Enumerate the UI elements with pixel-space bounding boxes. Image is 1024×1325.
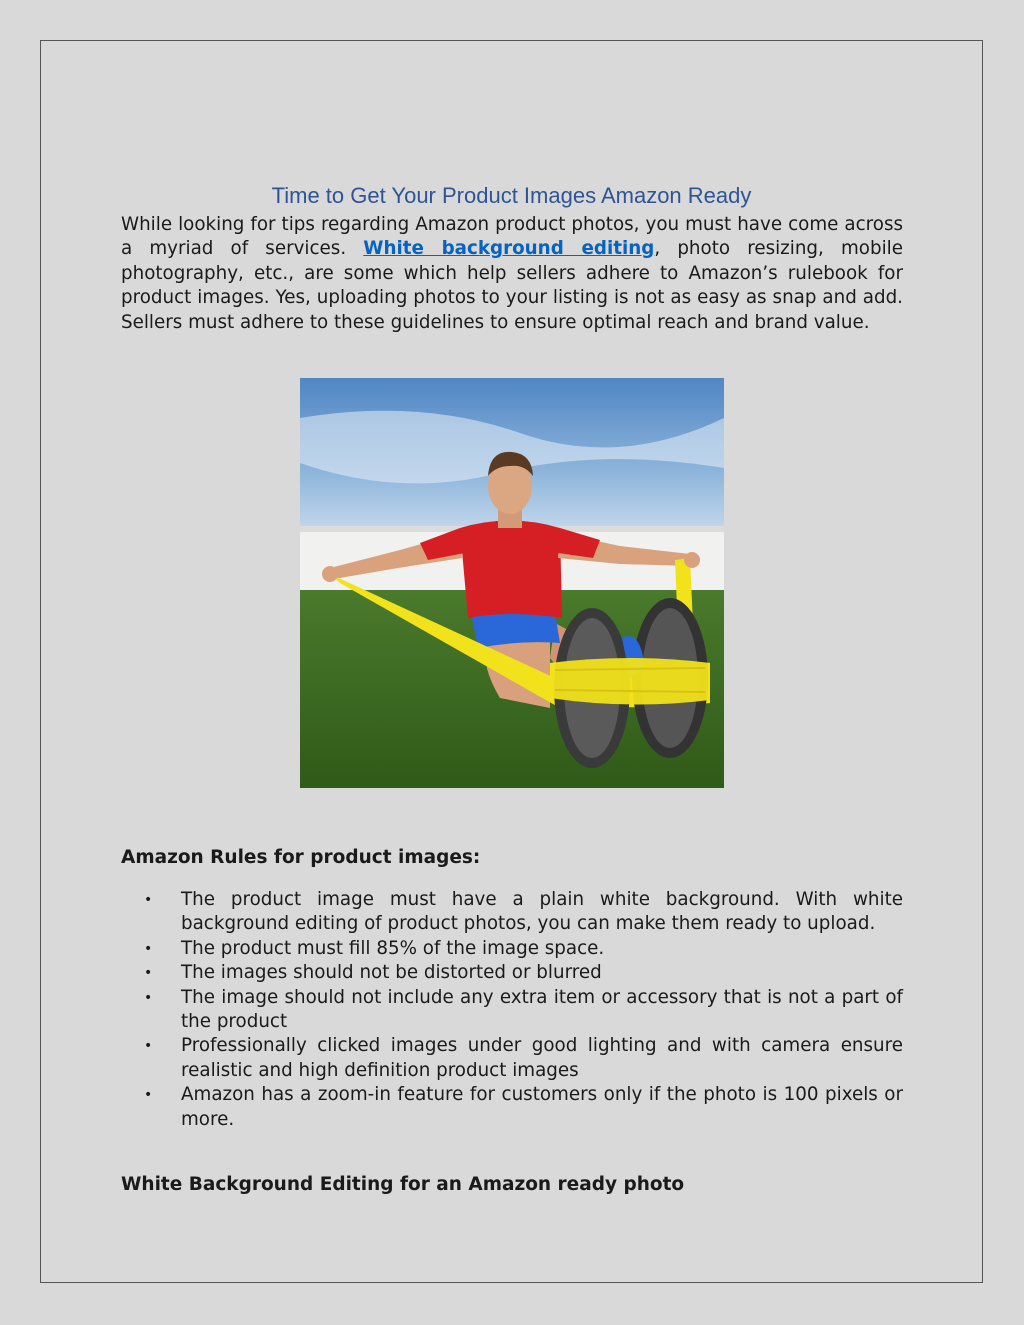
list-item-text: The image should not include any extra item or accessory that is not a part of the product <box>181 986 903 1033</box>
list-item-text: Professionally clicked images under good lighting and with camera ensure realistic and high definition product images <box>181 1035 903 1081</box>
list-item <box>121 1083 903 1132</box>
intro-text-end: , photo resizing, mobile photography, etc., are some which help sellers adhere to Amazon’s rulebook for product images. Yes, uploading photos to your listing is not as easy as snap and add. Sellers must adhere to these guidelines to ensure optimal reach and brand value. <box>121 238 904 333</box>
red-shirt <box>460 521 562 619</box>
bullet-icon: • <box>144 1038 153 1055</box>
list-item <box>121 986 903 1035</box>
section-heading: White Background Editing for an Amazon ready photo <box>121 1174 685 1195</box>
bullet-icon: • <box>144 965 153 982</box>
product-photo <box>300 378 724 788</box>
rules-list <box>121 888 903 1132</box>
list-item-text: Amazon has a zoom-in feature for customers only if the photo is 100 pixels or more. <box>181 1084 903 1130</box>
list-item <box>121 888 903 937</box>
list-item <box>121 961 903 985</box>
white-background-editing-link[interactable]: White background editing <box>363 238 655 260</box>
resistance-band-photo <box>300 378 724 788</box>
list-item-text: The product image must have a plain white background. With white background editing of product photos, you can make them ready to upload. <box>181 889 903 935</box>
bullet-icon: • <box>144 892 153 908</box>
document-title: Time to Get Your Product Images Amazon Ready <box>271 183 752 208</box>
rules-heading: Amazon Rules for product images: <box>121 847 481 868</box>
list-item-text: The product must fill 85% of the image space. <box>181 937 605 959</box>
bullet-icon: • <box>144 989 153 1006</box>
list-item <box>121 937 903 961</box>
document-page <box>40 40 983 1283</box>
bullet-icon: • <box>144 940 153 957</box>
list-item-text: The images should not be distorted or blurred <box>181 962 602 984</box>
intro-paragraph <box>121 213 903 335</box>
list-item <box>121 1034 903 1083</box>
bullet-icon: • <box>144 1087 153 1104</box>
intro-text-start: While looking for tips regarding Amazon product photos, you must have come across a myriad of services. <box>121 214 903 260</box>
